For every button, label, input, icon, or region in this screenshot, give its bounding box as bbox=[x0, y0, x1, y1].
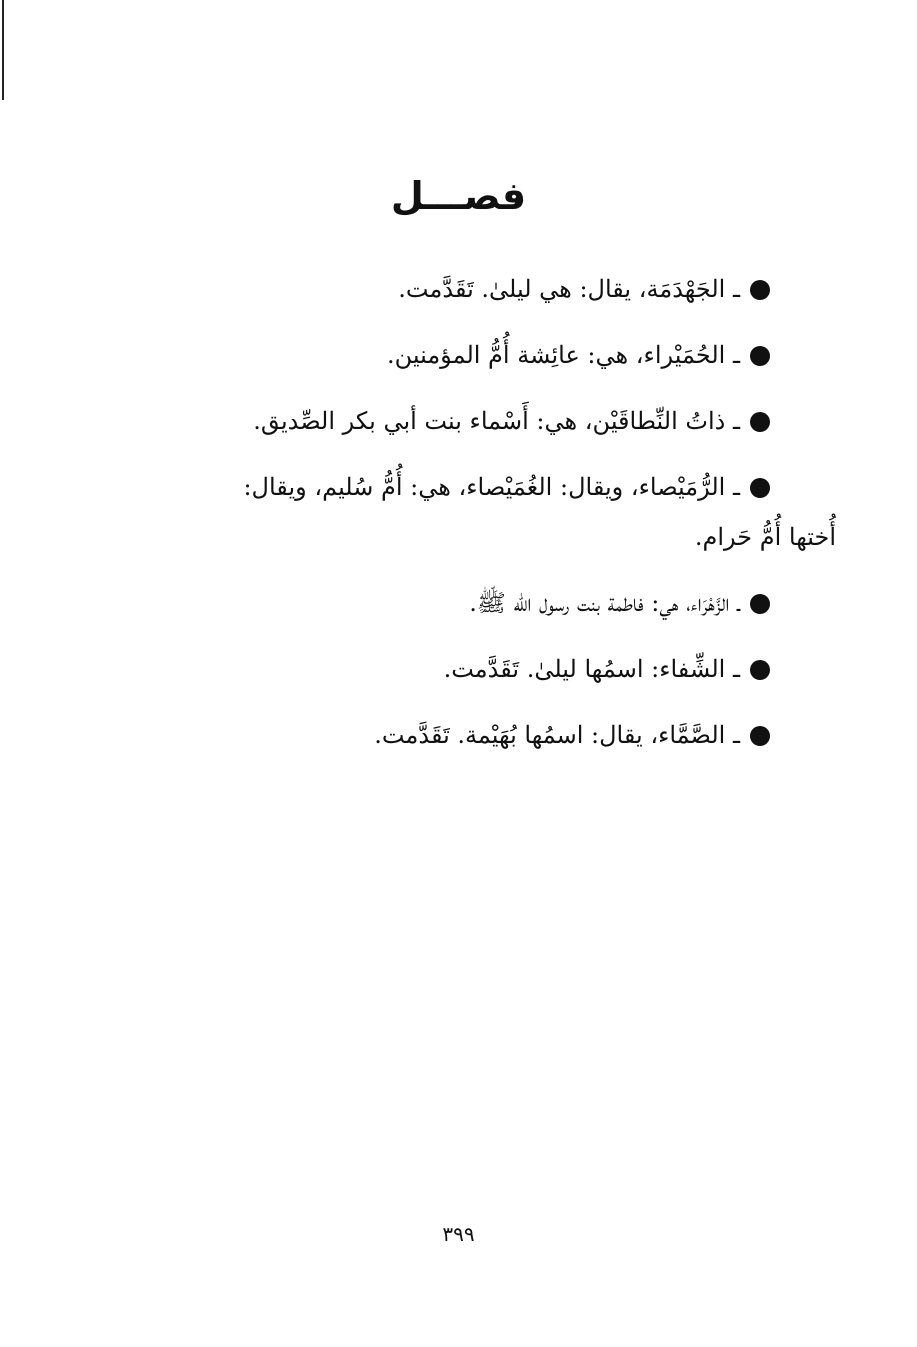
bullet-icon bbox=[750, 412, 770, 432]
list-item bbox=[120, 462, 836, 562]
bullet-icon bbox=[750, 726, 770, 746]
entry-text: ـ ذاتُ النِّطاقَيْن، هي: أَسْماء بنت أبي بكر الصِّديق. bbox=[253, 407, 740, 435]
entry-text: ـ الزَّهْرَاء، هي: فاطمة بنت رسول الله ﷺ. bbox=[469, 589, 740, 617]
list-item bbox=[120, 578, 770, 628]
list-item bbox=[120, 396, 770, 446]
entry-text: ـ الرُّمَيْصاء، ويقال: الغُمَيْصاء، هي: أُمُّ سُليم، ويقال: bbox=[243, 473, 740, 501]
bullet-icon bbox=[750, 660, 770, 680]
entry-text-continued: أُختها أُمُّ حَرام. bbox=[694, 523, 836, 551]
bullet-icon bbox=[750, 478, 770, 498]
list-item bbox=[120, 264, 770, 314]
entries-list bbox=[120, 264, 836, 776]
bullet-icon bbox=[750, 346, 770, 366]
bullet-icon bbox=[750, 594, 770, 614]
page-number: ٣٩٩ bbox=[442, 1222, 475, 1246]
bullet-icon bbox=[750, 280, 770, 300]
entry-text: ـ الصَّمَّاء، يقال: اسمُها بُهَيْمة. تَقَدَّمت. bbox=[374, 721, 740, 749]
list-item bbox=[120, 330, 770, 380]
list-item bbox=[120, 710, 770, 760]
section-title: فصـــل bbox=[390, 174, 527, 218]
entry-text: ـ الجَهْدَمَة، يقال: هي ليلىٰ. تَقَدَّمت. bbox=[398, 275, 740, 303]
list-item bbox=[120, 644, 770, 694]
page-edge-line bbox=[2, 0, 4, 100]
entry-text: ـ الشِّفاء: اسمُها ليلىٰ. تَقَدَّمت. bbox=[443, 655, 740, 683]
entry-text: ـ الحُمَيْراء، هي: عائِشة أُمُّ المؤمنين. bbox=[386, 341, 740, 369]
